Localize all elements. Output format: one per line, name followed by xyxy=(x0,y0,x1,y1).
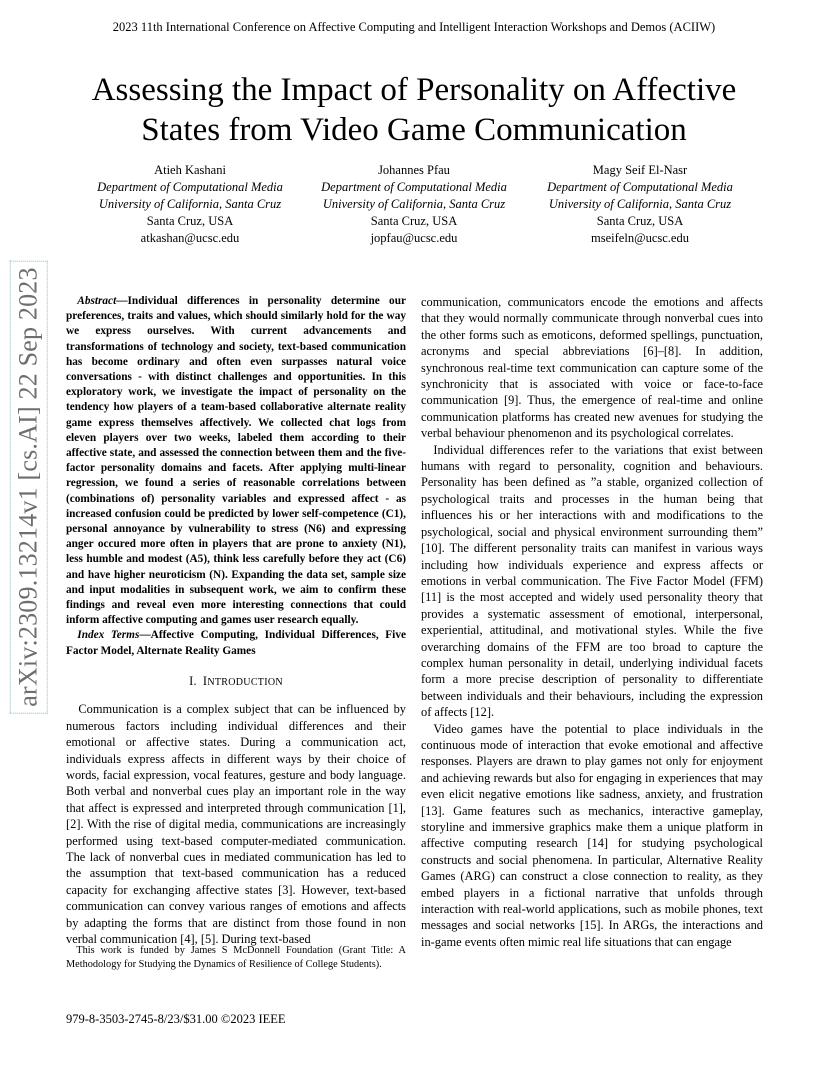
section-number: I. xyxy=(189,673,197,688)
title-line-2: States from Video Game Communication xyxy=(141,112,687,148)
section-title-rest: NTRODUCTION xyxy=(207,676,283,688)
author-email: mseifeln@ucsc.edu xyxy=(591,231,689,245)
abstract-lead: Abstract xyxy=(77,295,117,307)
author-block-1 xyxy=(65,162,315,247)
index-terms-lead: Index Terms xyxy=(77,629,140,642)
author-name: Magy Seif El-Nasr xyxy=(592,163,688,177)
conference-header: 2023 11th International Conference on Affective Computing and Intelligent Interaction Workshops and Demos (ACIIW) xyxy=(112,20,716,34)
body-paragraph: Individual differences refer to the variations that exist between humans with regard to personality, cognition and behaviours. Personality has been defined as ”a stable, organized collection of psychological traits and processes in the human being that influences his or her interactions with and modifications to the psychological, social and physical environment surrounding them” [10]. The different personality traits can manifest in various ways including how individuals experience and express affects or emotions in verbal communication. The Five Factor Model (FFM) [11] is the most accepted and widely used personality theory that provides a systematic assessment of emotional, interpersonal, experiential, attitudinal, and motivational styles. While the five overarching domains of the FFM are too broad to capture the complex human personality in detail, underlying individual facets form a more precise description of personality to differentiate between individuals and their behaviours, including the expression of affects [12]. xyxy=(421,442,763,720)
author-email: jopfau@ucsc.edu xyxy=(370,231,458,245)
author-department: Department of Computational Media xyxy=(547,180,733,194)
abstract xyxy=(66,294,406,659)
author-location: Santa Cruz, USA xyxy=(146,214,234,228)
author-name: Atieh Kashani xyxy=(154,163,226,177)
body-paragraph: communication, communicators encode the emotions and affects that they would normally communicate through nonverbal cues into the other forms such as emoticons, deformed spellings, punctuation, acronyms and special abbreviations [6]–[8]. In addition, synchronous real-time text communication can capture some of the synchronicity that is associated with voice or face-to-face communication [9]. Thus, the emergence of real-time and online communication platforms has created new avenues for studying the verbal behaviour phenomenon and its psychological correlates. xyxy=(421,295,763,441)
copyright-line: 979-8-3503-2745-8/23/$31.00 ©2023 IEEE xyxy=(66,1012,286,1026)
author-block-2 xyxy=(289,162,539,247)
paper-title xyxy=(60,70,768,150)
section-title-initial: I xyxy=(202,673,208,688)
author-university: University of California, Santa Cruz xyxy=(548,197,732,211)
intro-paragraph: Communication is a complex subject that can be influenced by numerous factors including individual differences and their emotional or affective states. During a communication act, individuals express affects in different ways by their choice of words, facial expression, vocal features, gesture and body language. Both verbal and nonverbal cues play an important role in the way that affect is expressed and interpreted through communication [1], [2]. With the rise of digital media, communications are increasingly performed using text-based computer-mediated communication. The lack of nonverbal cues in mediated communication has led to the assumption that text-based communication has a reduced capacity for exchanging affective states [3]. However, text-based communication can convey various ranges of emotions and affects by adapting the forms that are distinct from those found in non verbal communication [4], [5]. During text-based xyxy=(66,702,406,946)
author-block-3 xyxy=(515,162,765,247)
footnote-text: This work is funded by James S McDonnell Foundation (Grant Title: A Methodology for Studying the Dynamics of Resilience of College Students). xyxy=(66,945,406,970)
arxiv-identifier[interactable]: arXiv:2309.13214v1 [cs.AI] 22 Sep 2023 xyxy=(10,260,48,713)
section-heading-introduction xyxy=(66,673,406,691)
left-column xyxy=(66,294,406,947)
right-column xyxy=(421,294,763,950)
author-email: atkashan@ucsc.edu xyxy=(140,231,240,245)
author-department: Department of Computational Media xyxy=(321,180,507,194)
author-university: University of California, Santa Cruz xyxy=(98,197,282,211)
arxiv-sidebar xyxy=(0,262,58,712)
funding-footnote xyxy=(66,944,406,971)
body-paragraph: Video games have the potential to place individuals in the continuous mode of interaction that evoke emotional and affective responses. Players are drawn to play games not only for enjoyment and achieving rewards but also for engaging in experiences that may even elicit negative emotions like sadness, anxiety, and frustration [13]. Game features such as mechanics, interactive gameplay, storyline and immersive graphics make them a unique platform in affective computing research [14] for studying psychological constructs and social phenomena. In particular, Alternative Reality Games (ARG) can construct a close connection to reality, as they embed players in a fictional narrative that unfolds through interaction with real-world applications, such as mobile phones, text messages and social networks [15]. In ARGs, the interactions and in-game events often mimic real life situations that can engage xyxy=(421,721,763,949)
author-name: Johannes Pfau xyxy=(378,163,450,177)
author-university: University of California, Santa Cruz xyxy=(322,197,506,211)
title-line-1: Assessing the Impact of Personality on Affective xyxy=(91,72,737,108)
abstract-text: —Individual differences in personality determine our preferences, traits and values, which should similarly hold for the way we express ourselves. With current advancements and transformations of technology and society, text-based communication has become ordinary and often even surpasses natural voice conversations - with distinct challenges and opportunities. In this exploratory work, we investigate the impact of personality on the tendency how players of a team-based collaborative alternate reality game express themselves affectively. We collected chat logs from eleven players over two weeks, labeled them according to their affective state, and assessed the connection between them and the five-factor personality domains and facets. After applying multi-linear regression, we found a series of reasonable correlations between (combinations of) personality variables and expressed affect - as increased confusion could be predicted by lower self-competence (C1), personal annoyance by vulnerability to stress (N6) and expressing anger occured more often in players that are prone to anxiety (N1), less humble and modest (A5), think less carefully before they act (C6) and have higher neuroticism (N). Expanding the data set, sample size and input modalities in subsequent work, we aim to confirm these findings and reveal even more interesting connections that could inform affective computing and games user research equally. xyxy=(66,295,406,627)
index-terms-text: —Affective Computing, Individual Differences, Five Factor Model, Alternate Reality Games xyxy=(66,629,406,657)
author-department: Department of Computational Media xyxy=(97,180,283,194)
author-location: Santa Cruz, USA xyxy=(596,214,684,228)
author-location: Santa Cruz, USA xyxy=(370,214,458,228)
